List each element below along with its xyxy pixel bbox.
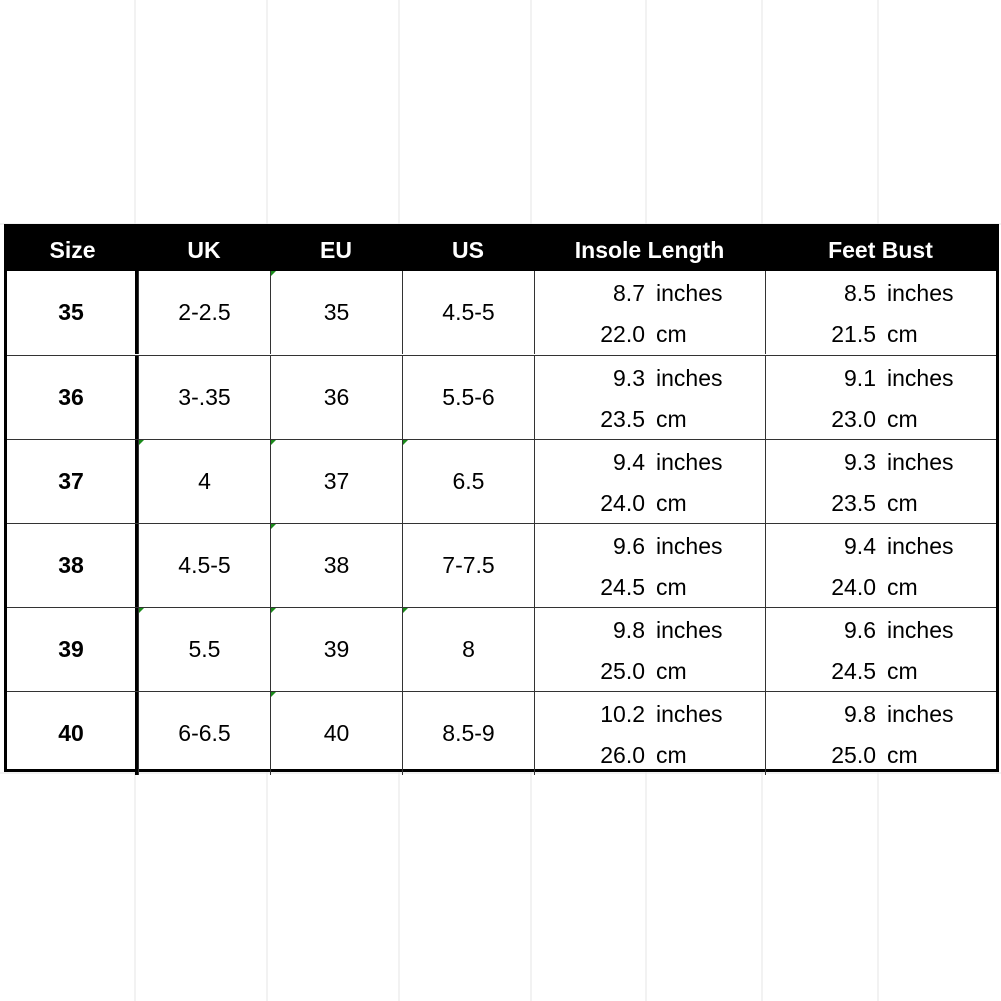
uk-cell: 2-2.5 xyxy=(138,271,270,354)
header-feet-bust: Feet Bust xyxy=(828,237,933,263)
measurement-cm-line xyxy=(766,572,997,602)
eu-cell: 37 xyxy=(270,440,402,523)
measurement-value: 23.0 xyxy=(831,406,876,432)
measurement-inches-line xyxy=(766,278,997,308)
feet-bust-cell xyxy=(765,440,996,523)
measurement-unit: inches xyxy=(887,701,954,727)
measurement-unit: inches xyxy=(887,617,954,643)
feet-bust-cell xyxy=(765,608,996,691)
measurement-inches-line xyxy=(535,447,766,477)
measurement-unit: cm xyxy=(656,490,687,516)
measurement-value: 9.6 xyxy=(844,617,876,643)
measurement-inches-line xyxy=(535,278,766,308)
measurement-inches-line xyxy=(766,615,997,645)
measurement-unit: inches xyxy=(887,365,954,391)
uk-cell: 3-.35 xyxy=(138,356,270,439)
size-cell: 35 xyxy=(7,271,138,354)
cell-marker-icon xyxy=(271,692,276,697)
measurement-cm-line xyxy=(766,404,997,434)
measurement-unit: inches xyxy=(656,701,723,727)
measurement-unit: cm xyxy=(887,406,918,432)
us-cell: 4.5-5 xyxy=(402,271,534,354)
cell-marker-icon xyxy=(271,524,276,529)
measurement-cm-line xyxy=(766,656,997,686)
feet-bust-cell xyxy=(765,692,996,775)
measurement-inches-line xyxy=(766,447,997,477)
measurement-value: 21.5 xyxy=(831,321,876,347)
measurement-unit: cm xyxy=(887,742,918,768)
uk-cell: 4 xyxy=(138,440,270,523)
measurement-inches-line xyxy=(535,699,766,729)
size-cell: 37 xyxy=(7,440,138,523)
measurement-unit: cm xyxy=(656,658,687,684)
eu-cell: 38 xyxy=(270,524,402,607)
size-cell: 39 xyxy=(7,608,138,691)
us-cell: 8.5-9 xyxy=(402,692,534,775)
eu-cell: 36 xyxy=(270,356,402,439)
measurement-unit: cm xyxy=(656,321,687,347)
measurement-value: 9.8 xyxy=(844,701,876,727)
uk-cell: 6-6.5 xyxy=(138,692,270,775)
cell-marker-icon xyxy=(271,608,276,613)
measurement-unit: cm xyxy=(656,742,687,768)
insole-length-cell xyxy=(534,356,765,439)
measurement-value: 24.0 xyxy=(831,574,876,600)
measurement-value: 9.6 xyxy=(613,533,645,559)
cell-marker-icon xyxy=(139,440,144,445)
measurement-cm-line xyxy=(766,319,997,349)
feet-bust-cell xyxy=(765,271,996,354)
measurement-value: 8.7 xyxy=(613,280,645,306)
eu-cell: 39 xyxy=(270,608,402,691)
measurement-inches-line xyxy=(535,615,766,645)
measurement-cm-line xyxy=(766,740,997,770)
size-chart-table xyxy=(4,224,999,772)
measurement-value: 25.0 xyxy=(600,658,645,684)
size-cell: 36 xyxy=(7,356,138,439)
table-row xyxy=(7,607,996,691)
insole-length-cell xyxy=(534,440,765,523)
measurement-unit: inches xyxy=(656,617,723,643)
cell-marker-icon xyxy=(271,271,276,276)
measurement-value: 9.3 xyxy=(844,449,876,475)
measurement-unit: inches xyxy=(887,280,954,306)
measurement-inches-line xyxy=(766,699,997,729)
measurement-value: 26.0 xyxy=(600,742,645,768)
insole-length-cell xyxy=(534,692,765,775)
measurement-inches-line xyxy=(766,531,997,561)
measurement-unit: cm xyxy=(887,490,918,516)
cell-marker-icon xyxy=(139,608,144,613)
size-cell: 40 xyxy=(7,692,138,775)
measurement-unit: inches xyxy=(656,280,723,306)
measurement-unit: cm xyxy=(887,658,918,684)
measurement-value: 23.5 xyxy=(600,406,645,432)
insole-length-cell xyxy=(534,524,765,607)
cell-marker-icon xyxy=(403,608,408,613)
insole-length-cell xyxy=(534,608,765,691)
measurement-cm-line xyxy=(535,488,766,518)
measurement-cm-line xyxy=(535,572,766,602)
measurement-value: 8.5 xyxy=(844,280,876,306)
us-cell: 7-7.5 xyxy=(402,524,534,607)
uk-cell: 4.5-5 xyxy=(138,524,270,607)
table-row xyxy=(7,271,996,355)
measurement-unit: cm xyxy=(887,574,918,600)
measurement-value: 9.4 xyxy=(613,449,645,475)
header-size: Size xyxy=(49,237,96,263)
measurement-value: 9.1 xyxy=(844,365,876,391)
eu-cell: 40 xyxy=(270,692,402,775)
measurement-unit: inches xyxy=(887,533,954,559)
feet-bust-cell xyxy=(765,356,996,439)
measurement-value: 24.5 xyxy=(831,658,876,684)
measurement-cm-line xyxy=(535,656,766,686)
table-row xyxy=(7,439,996,523)
us-cell: 8 xyxy=(402,608,534,691)
feet-bust-cell xyxy=(765,524,996,607)
measurement-cm-line xyxy=(766,488,997,518)
header-us: US xyxy=(452,237,484,263)
us-cell: 5.5-6 xyxy=(402,356,534,439)
header-insole-length: Insole Length xyxy=(574,237,725,263)
measurement-value: 25.0 xyxy=(831,742,876,768)
measurement-unit: inches xyxy=(656,365,723,391)
eu-cell: 35 xyxy=(270,271,402,354)
us-cell: 6.5 xyxy=(402,440,534,523)
table-row xyxy=(7,691,996,775)
measurement-unit: inches xyxy=(656,449,723,475)
measurement-cm-line xyxy=(535,319,766,349)
measurement-value: 10.2 xyxy=(600,701,645,727)
uk-cell: 5.5 xyxy=(138,608,270,691)
measurement-inches-line xyxy=(535,531,766,561)
measurement-value: 23.5 xyxy=(831,490,876,516)
measurement-inches-line xyxy=(766,363,997,393)
cell-marker-icon xyxy=(271,440,276,445)
measurement-value: 24.5 xyxy=(600,574,645,600)
table-header xyxy=(7,227,996,271)
cell-marker-icon xyxy=(403,440,408,445)
measurement-unit: inches xyxy=(656,533,723,559)
measurement-unit: cm xyxy=(656,406,687,432)
header-eu: EU xyxy=(320,237,352,263)
measurement-value: 24.0 xyxy=(600,490,645,516)
size-cell: 38 xyxy=(7,524,138,607)
measurement-cm-line xyxy=(535,740,766,770)
measurement-value: 9.3 xyxy=(613,365,645,391)
measurement-value: 22.0 xyxy=(600,321,645,347)
measurement-unit: cm xyxy=(656,574,687,600)
table-row xyxy=(7,355,996,439)
measurement-unit: cm xyxy=(887,321,918,347)
measurement-cm-line xyxy=(535,404,766,434)
insole-length-cell xyxy=(534,271,765,354)
table-row xyxy=(7,523,996,607)
measurement-value: 9.8 xyxy=(613,617,645,643)
measurement-inches-line xyxy=(535,363,766,393)
measurement-value: 9.4 xyxy=(844,533,876,559)
measurement-unit: inches xyxy=(887,449,954,475)
header-uk: UK xyxy=(187,237,221,263)
